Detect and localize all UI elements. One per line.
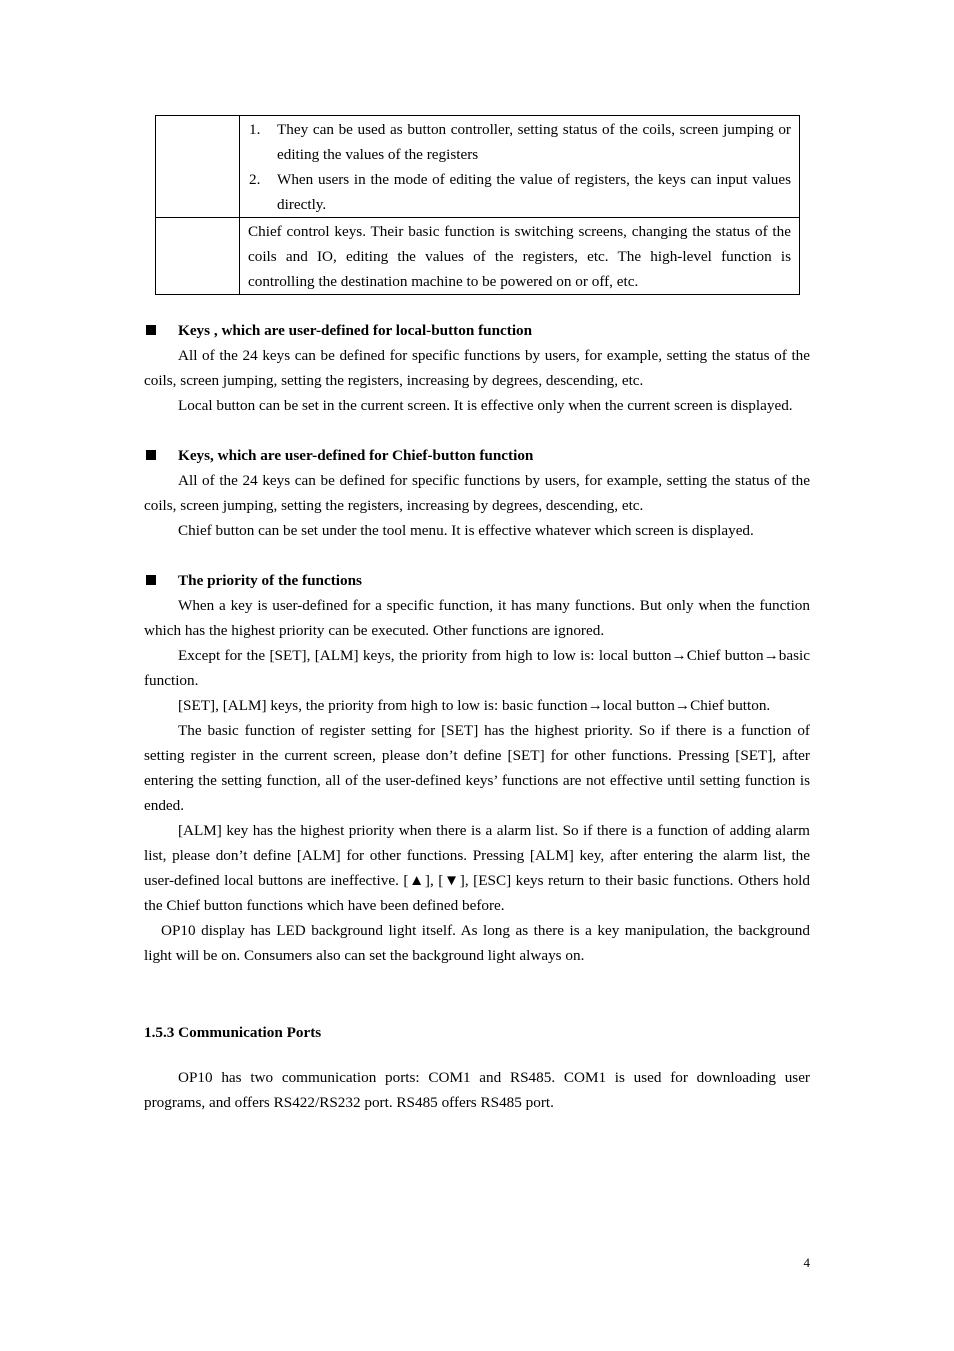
section-heading [144,568,810,593]
list-number: 1. [249,121,261,138]
paragraph: Local button can be set in the current screen. It is effective only when the current screen is displayed. [178,397,793,414]
paragraph: Except for the [SET], [ALM] keys, the priority from high to low is: local button→Chief button→basic function. [144,647,810,689]
numbered-list [248,117,791,217]
section-heading-text: Keys , which are user-defined for local-button function [178,322,533,339]
table-cell-empty [156,218,240,295]
section-heading-text: Keys, which are user-defined for Chief-button function [178,447,534,464]
list-item [248,167,791,217]
table-cell-description [240,116,800,218]
square-bullet-icon [146,575,156,585]
key-function-table [155,115,800,295]
section-heading [144,318,810,343]
list-number: 2. [249,171,261,188]
document-body [144,318,810,1115]
subsection-title: 1.5.3 Communication Ports [144,1024,322,1041]
paragraph: [ALM] key has the highest priority when there is a alarm list. So if there is a function of adding alarm list, please don’t define [ALM] for other functions. Pressing [ALM] key, after entering the alarm list, the user-defined local buttons are ineffective. [▲], [▼], [ESC] keys return to their basic functions. Others hold the Chief button functions which have been defined before. [144,822,810,914]
list-text: They can be used as button controller, setting status of the coils, screen jumping or editing the values of the registers [277,121,791,163]
table-cell-empty [156,116,240,218]
list-text: When users in the mode of editing the value of registers, the keys can input values directly. [277,171,791,213]
table-cell-description: Chief control keys. Their basic function is switching screens, changing the status of the coils and IO, editing the values of the registers, etc. The high-level function is controlling the destination machine to be powered on or off, etc. [240,218,800,295]
square-bullet-icon [146,450,156,460]
section-heading [144,443,810,468]
table-row [156,218,800,295]
paragraph: [SET], [ALM] keys, the priority from high to low is: basic function→local button→Chief button. [178,697,771,714]
paragraph: OP10 has two communication ports: COM1 and RS485. COM1 is used for downloading user programs, and offers RS422/RS232 port. RS485 offers RS485 port. [144,1069,810,1111]
paragraph: All of the 24 keys can be defined for specific functions by users, for example, setting the status of the coils, screen jumping, setting the registers, increasing by degrees, descending, etc. [144,472,810,514]
paragraph: When a key is user-defined for a specific function, it has many functions. But only when the function which has the highest priority can be executed. Other functions are ignored. [144,597,810,639]
page-number: 4 [803,1255,810,1270]
table-row [156,116,800,218]
paragraph: All of the 24 keys can be defined for specific functions by users, for example, setting the status of the coils, screen jumping, setting the registers, increasing by degrees, descending, etc. [144,347,810,389]
square-bullet-icon [146,325,156,335]
paragraph: OP10 display has LED background light itself. As long as there is a key manipulation, the background light will be on. Consumers also can set the background light always on. [144,922,810,964]
section-heading-text: The priority of the functions [178,572,362,589]
list-item [248,117,791,167]
paragraph: Chief button can be set under the tool menu. It is effective whatever which screen is displayed. [178,522,754,539]
paragraph: The basic function of register setting for [SET] has the highest priority. So if there is a function of setting register in the current screen, please don’t define [SET] for other functions. Pressing [SET], after entering the setting function, all of the user-defined keys’ functions are not effective until setting function is ended. [144,722,810,814]
